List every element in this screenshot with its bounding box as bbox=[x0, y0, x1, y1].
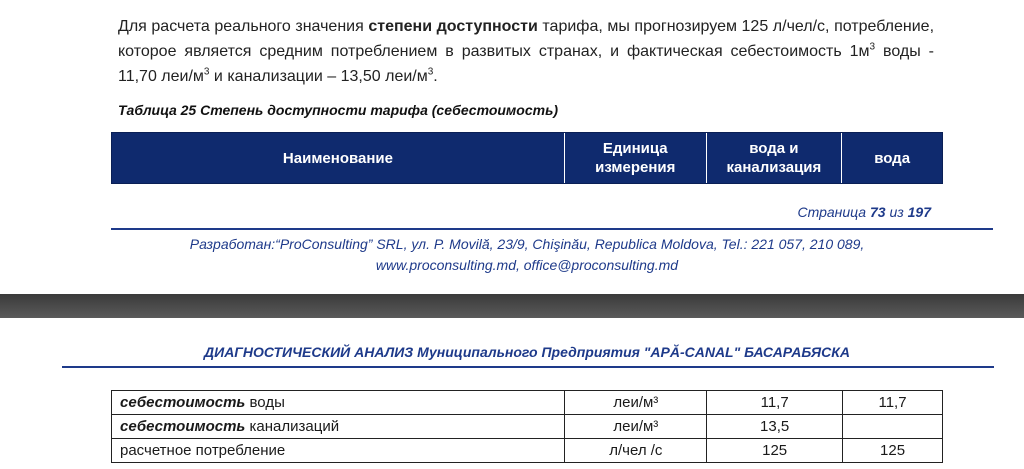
table-header bbox=[111, 132, 943, 184]
paragraph-text: . bbox=[433, 68, 438, 85]
header-water-sewer: вода и канализация bbox=[707, 133, 843, 183]
table-row bbox=[112, 391, 943, 415]
row-value-water-sewer: 13,5 bbox=[707, 415, 843, 439]
paragraph-text: тарифа, мы прогнозируем 125 л/чел/с, потребление, которое является средним потреблением в развитых странах, и фактическая себестоимость 1м bbox=[118, 18, 935, 60]
header-name: Наименование bbox=[112, 133, 565, 183]
table-caption: Таблица 25 Степень доступности тарифа (себестоимость) bbox=[118, 102, 559, 118]
header-unit: Единица измерения bbox=[565, 133, 707, 183]
page-74 bbox=[0, 318, 1024, 469]
page-total: 197 bbox=[907, 204, 931, 220]
paragraph-text: и канализации – 13,50 леи/м bbox=[209, 68, 428, 85]
paragraph-text: воды - 11,70 леи/м bbox=[118, 43, 935, 85]
data-table bbox=[111, 390, 943, 463]
header-water: вода bbox=[874, 149, 911, 167]
footer-divider bbox=[111, 228, 993, 230]
body-paragraph bbox=[118, 14, 934, 89]
row-unit: л/чел /с bbox=[565, 439, 707, 463]
superscript: 3 bbox=[203, 66, 210, 78]
row-value-water-sewer: 125 bbox=[707, 439, 843, 463]
row-unit: леи/м³ bbox=[565, 391, 707, 415]
document-header: ДИАГНОСТИЧЕСКИЙ АНАЛИЗ Муниципального Предприятия "APĂ-CANAL" БАСАРАБЯСКА bbox=[204, 344, 850, 360]
row-name: расчетное потребление bbox=[112, 439, 565, 463]
page-number: Страница 73 из 197 bbox=[797, 204, 931, 220]
footer bbox=[111, 234, 943, 276]
paragraph-text: Для расчета реального значения bbox=[118, 18, 369, 35]
row-value-water: 11,7 bbox=[843, 391, 943, 415]
row-name: себестоимость канализаций bbox=[112, 415, 565, 439]
row-value-water-sewer: 11,7 bbox=[707, 391, 843, 415]
page-current: 73 bbox=[869, 204, 886, 220]
header-divider bbox=[62, 366, 994, 368]
row-unit: леи/м³ bbox=[565, 415, 707, 439]
table-row bbox=[112, 415, 943, 439]
paragraph-bold-term: степени доступности bbox=[368, 18, 538, 35]
page-separator bbox=[0, 294, 1024, 318]
table-row bbox=[112, 439, 943, 463]
footer-line-1: Разработан:“ProConsulting” SRL, ул. P. Movilă, 23/9, Chişinău, Republica Moldova, Tel.: 221 057, 210 089, bbox=[189, 236, 865, 252]
superscript: 3 bbox=[427, 66, 434, 78]
row-name: себестоимость воды bbox=[112, 391, 565, 415]
footer-line-2: www.proconsulting.md, office@proconsulting.md bbox=[375, 257, 679, 273]
row-value-water: 125 bbox=[843, 439, 943, 463]
superscript: 3 bbox=[869, 41, 876, 53]
row-value-water bbox=[843, 415, 943, 439]
